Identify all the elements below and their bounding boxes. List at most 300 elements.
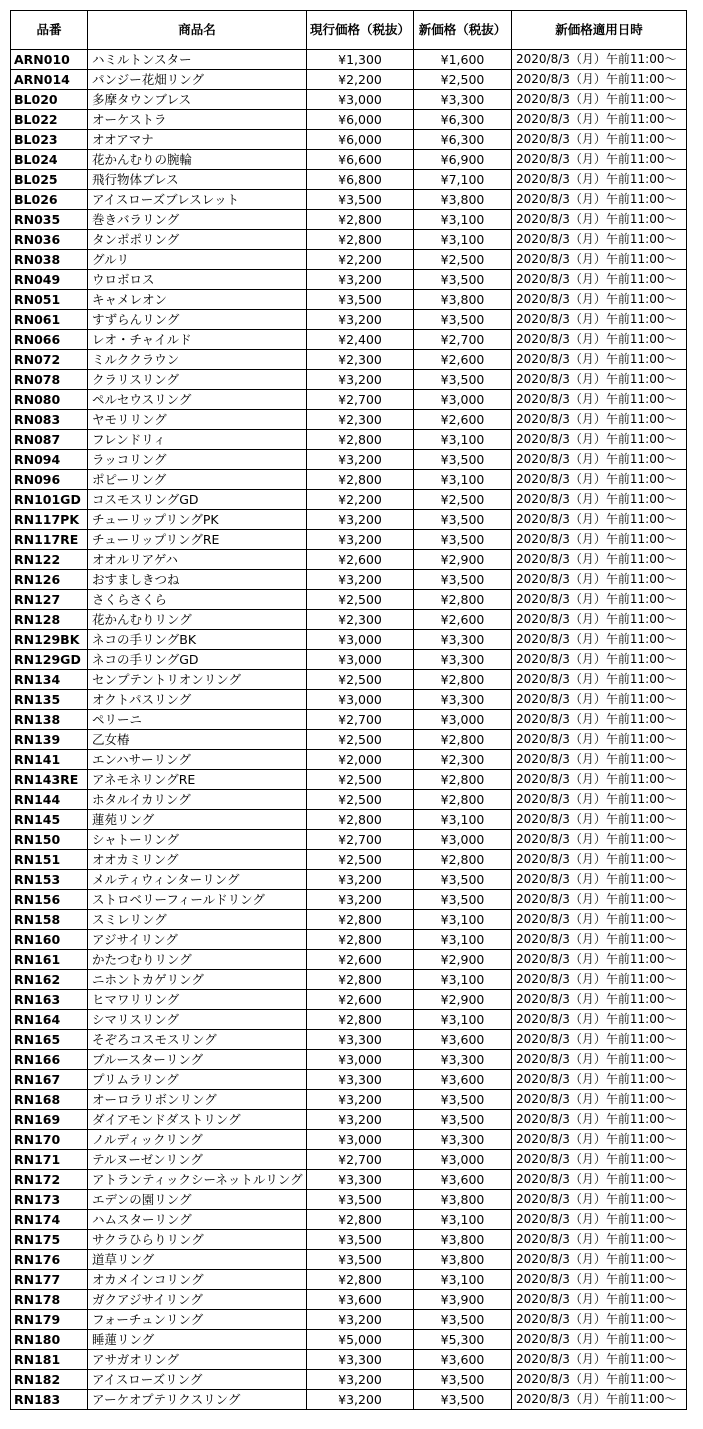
new-price-cell: ¥2,500	[414, 250, 512, 270]
product-code-cell: BL023	[11, 130, 88, 150]
product-code-cell: RN164	[11, 1010, 88, 1030]
product-name-cell: 乙女椿	[88, 730, 307, 750]
current-price-cell: ¥3,200	[307, 570, 414, 590]
product-code-cell: ARN010	[11, 50, 88, 70]
product-code-cell: RN049	[11, 270, 88, 290]
new-price-cell: ¥2,300	[414, 750, 512, 770]
product-name-cell: ラッコリング	[88, 450, 307, 470]
product-name-cell: アイスローズリング	[88, 1370, 307, 1390]
effective-date-cell: 2020/8/3（月）午前11:00～	[512, 810, 687, 830]
new-price-cell: ¥6,300	[414, 110, 512, 130]
current-price-cell: ¥3,200	[307, 270, 414, 290]
current-price-cell: ¥2,500	[307, 850, 414, 870]
table-row	[11, 490, 687, 510]
new-price-cell: ¥3,500	[414, 1090, 512, 1110]
effective-date-cell: 2020/8/3（月）午前11:00～	[512, 1370, 687, 1390]
table-row	[11, 390, 687, 410]
table-row	[11, 570, 687, 590]
current-price-cell: ¥2,200	[307, 70, 414, 90]
product-code-cell: RN145	[11, 810, 88, 830]
product-code-cell: RN144	[11, 790, 88, 810]
current-price-cell: ¥2,000	[307, 750, 414, 770]
current-price-cell: ¥3,200	[307, 1390, 414, 1410]
current-price-cell: ¥3,000	[307, 650, 414, 670]
product-code-cell: RN177	[11, 1270, 88, 1290]
current-price-cell: ¥6,000	[307, 110, 414, 130]
effective-date-cell: 2020/8/3（月）午前11:00～	[512, 1130, 687, 1150]
product-name-cell: タンポポリング	[88, 230, 307, 250]
current-price-cell: ¥2,800	[307, 1270, 414, 1290]
product-name-cell: クラリスリング	[88, 370, 307, 390]
new-price-cell: ¥2,800	[414, 670, 512, 690]
current-price-cell: ¥2,700	[307, 830, 414, 850]
effective-date-cell: 2020/8/3（月）午前11:00～	[512, 1010, 687, 1030]
header-new-price: 新価格（税抜）	[414, 11, 512, 50]
effective-date-cell: 2020/8/3（月）午前11:00～	[512, 990, 687, 1010]
current-price-cell: ¥3,000	[307, 90, 414, 110]
effective-date-cell: 2020/8/3（月）午前11:00～	[512, 130, 687, 150]
product-code-cell: RN173	[11, 1190, 88, 1210]
table-row	[11, 1330, 687, 1350]
product-code-cell: RN078	[11, 370, 88, 390]
product-name-cell: アーケオプテリクスリング	[88, 1390, 307, 1410]
new-price-cell: ¥3,300	[414, 630, 512, 650]
current-price-cell: ¥2,800	[307, 930, 414, 950]
table-row	[11, 530, 687, 550]
product-code-cell: RN087	[11, 430, 88, 450]
effective-date-cell: 2020/8/3（月）午前11:00～	[512, 1050, 687, 1070]
current-price-cell: ¥3,000	[307, 690, 414, 710]
table-row	[11, 70, 687, 90]
table-row	[11, 930, 687, 950]
current-price-cell: ¥2,700	[307, 710, 414, 730]
table-row	[11, 670, 687, 690]
current-price-cell: ¥3,500	[307, 1250, 414, 1270]
table-row	[11, 290, 687, 310]
effective-date-cell: 2020/8/3（月）午前11:00～	[512, 1070, 687, 1090]
current-price-cell: ¥2,500	[307, 590, 414, 610]
header-current-price: 現行価格（税抜）	[307, 11, 414, 50]
table-row	[11, 590, 687, 610]
current-price-cell: ¥3,200	[307, 370, 414, 390]
product-code-cell: RN035	[11, 210, 88, 230]
effective-date-cell: 2020/8/3（月）午前11:00～	[512, 650, 687, 670]
product-name-cell: 巻きバラリング	[88, 210, 307, 230]
header-product-name: 商品名	[88, 11, 307, 50]
new-price-cell: ¥3,000	[414, 830, 512, 850]
product-code-cell: RN134	[11, 670, 88, 690]
new-price-cell: ¥5,300	[414, 1330, 512, 1350]
product-name-cell: ネコの手リングGD	[88, 650, 307, 670]
current-price-cell: ¥2,400	[307, 330, 414, 350]
effective-date-cell: 2020/8/3（月）午前11:00～	[512, 210, 687, 230]
effective-date-cell: 2020/8/3（月）午前11:00～	[512, 450, 687, 470]
table-row	[11, 90, 687, 110]
product-name-cell: レオ・チャイルド	[88, 330, 307, 350]
table-row	[11, 1030, 687, 1050]
product-name-cell: 花かんむりリング	[88, 610, 307, 630]
product-code-cell: RN128	[11, 610, 88, 630]
product-code-cell: RN167	[11, 1070, 88, 1090]
product-code-cell: RN117RE	[11, 530, 88, 550]
product-name-cell: ウロボロス	[88, 270, 307, 290]
current-price-cell: ¥2,800	[307, 970, 414, 990]
current-price-cell: ¥6,800	[307, 170, 414, 190]
product-code-cell: BL024	[11, 150, 88, 170]
table-row	[11, 50, 687, 70]
table-row	[11, 1250, 687, 1270]
effective-date-cell: 2020/8/3（月）午前11:00～	[512, 1230, 687, 1250]
product-name-cell: ニホントカゲリング	[88, 970, 307, 990]
table-row	[11, 370, 687, 390]
table-row	[11, 710, 687, 730]
effective-date-cell: 2020/8/3（月）午前11:00～	[512, 1150, 687, 1170]
product-code-cell: RN161	[11, 950, 88, 970]
current-price-cell: ¥3,000	[307, 1050, 414, 1070]
product-name-cell: ポピーリング	[88, 470, 307, 490]
effective-date-cell: 2020/8/3（月）午前11:00～	[512, 1270, 687, 1290]
product-code-cell: RN162	[11, 970, 88, 990]
product-name-cell: キャメレオン	[88, 290, 307, 310]
new-price-cell: ¥3,300	[414, 650, 512, 670]
product-code-cell: RN169	[11, 1110, 88, 1130]
product-name-cell: 花かんむりの腕輪	[88, 150, 307, 170]
table-header-row	[11, 11, 687, 50]
new-price-cell: ¥3,500	[414, 270, 512, 290]
table-row	[11, 690, 687, 710]
product-code-cell: RN183	[11, 1390, 88, 1410]
product-code-cell: RN066	[11, 330, 88, 350]
new-price-cell: ¥2,800	[414, 790, 512, 810]
product-code-cell: RN158	[11, 910, 88, 930]
effective-date-cell: 2020/8/3（月）午前11:00～	[512, 1350, 687, 1370]
new-price-cell: ¥3,100	[414, 930, 512, 950]
product-code-cell: RN138	[11, 710, 88, 730]
table-row	[11, 110, 687, 130]
new-price-cell: ¥3,000	[414, 710, 512, 730]
effective-date-cell: 2020/8/3（月）午前11:00～	[512, 950, 687, 970]
product-name-cell: ミルククラウン	[88, 350, 307, 370]
effective-date-cell: 2020/8/3（月）午前11:00～	[512, 890, 687, 910]
effective-date-cell: 2020/8/3（月）午前11:00～	[512, 170, 687, 190]
new-price-cell: ¥3,600	[414, 1030, 512, 1050]
table-row	[11, 1130, 687, 1150]
product-code-cell: RN180	[11, 1330, 88, 1350]
new-price-cell: ¥3,000	[414, 1150, 512, 1170]
product-name-cell: パンジー花畑リング	[88, 70, 307, 90]
product-code-cell: RN139	[11, 730, 88, 750]
effective-date-cell: 2020/8/3（月）午前11:00～	[512, 510, 687, 530]
product-code-cell: RN153	[11, 870, 88, 890]
effective-date-cell: 2020/8/3（月）午前11:00～	[512, 770, 687, 790]
effective-date-cell: 2020/8/3（月）午前11:00～	[512, 690, 687, 710]
product-name-cell: アイスローズブレスレット	[88, 190, 307, 210]
price-revision-table	[10, 10, 687, 1410]
product-name-cell: オオカミリング	[88, 850, 307, 870]
current-price-cell: ¥3,200	[307, 1310, 414, 1330]
current-price-cell: ¥3,200	[307, 1370, 414, 1390]
product-code-cell: ARN014	[11, 70, 88, 90]
effective-date-cell: 2020/8/3（月）午前11:00～	[512, 470, 687, 490]
effective-date-cell: 2020/8/3（月）午前11:00～	[512, 1330, 687, 1350]
product-name-cell: オオアマナ	[88, 130, 307, 150]
new-price-cell: ¥3,500	[414, 890, 512, 910]
new-price-cell: ¥3,500	[414, 1310, 512, 1330]
new-price-cell: ¥3,300	[414, 1130, 512, 1150]
effective-date-cell: 2020/8/3（月）午前11:00～	[512, 910, 687, 930]
effective-date-cell: 2020/8/3（月）午前11:00～	[512, 970, 687, 990]
table-row	[11, 830, 687, 850]
product-code-cell: RN129BK	[11, 630, 88, 650]
new-price-cell: ¥3,800	[414, 1190, 512, 1210]
product-name-cell: そぞろコスモスリング	[88, 1030, 307, 1050]
product-code-cell: RN179	[11, 1310, 88, 1330]
new-price-cell: ¥3,300	[414, 90, 512, 110]
product-code-cell: RN143RE	[11, 770, 88, 790]
current-price-cell: ¥2,300	[307, 610, 414, 630]
current-price-cell: ¥3,500	[307, 1230, 414, 1250]
product-code-cell: RN170	[11, 1130, 88, 1150]
product-name-cell: ブルースターリング	[88, 1050, 307, 1070]
table-row	[11, 1230, 687, 1250]
table-row	[11, 630, 687, 650]
table-row	[11, 470, 687, 490]
header-effective-date: 新価格適用日時	[512, 11, 687, 50]
new-price-cell: ¥3,500	[414, 1390, 512, 1410]
current-price-cell: ¥5,000	[307, 1330, 414, 1350]
current-price-cell: ¥1,300	[307, 50, 414, 70]
product-name-cell: おすましきつね	[88, 570, 307, 590]
product-name-cell: プリムラリング	[88, 1070, 307, 1090]
current-price-cell: ¥3,500	[307, 190, 414, 210]
current-price-cell: ¥3,200	[307, 1110, 414, 1130]
new-price-cell: ¥3,600	[414, 1170, 512, 1190]
current-price-cell: ¥6,000	[307, 130, 414, 150]
table-row	[11, 1310, 687, 1330]
new-price-cell: ¥3,500	[414, 870, 512, 890]
table-row	[11, 1370, 687, 1390]
current-price-cell: ¥3,300	[307, 1350, 414, 1370]
effective-date-cell: 2020/8/3（月）午前11:00～	[512, 1210, 687, 1230]
effective-date-cell: 2020/8/3（月）午前11:00～	[512, 1250, 687, 1270]
product-code-cell: RN178	[11, 1290, 88, 1310]
table-row	[11, 410, 687, 430]
new-price-cell: ¥3,300	[414, 690, 512, 710]
current-price-cell: ¥3,200	[307, 450, 414, 470]
table-row	[11, 910, 687, 930]
current-price-cell: ¥3,200	[307, 1090, 414, 1110]
effective-date-cell: 2020/8/3（月）午前11:00～	[512, 430, 687, 450]
effective-date-cell: 2020/8/3（月）午前11:00～	[512, 730, 687, 750]
table-body	[11, 50, 687, 1410]
effective-date-cell: 2020/8/3（月）午前11:00～	[512, 1290, 687, 1310]
product-name-cell: サクラひらりリング	[88, 1230, 307, 1250]
effective-date-cell: 2020/8/3（月）午前11:00～	[512, 370, 687, 390]
current-price-cell: ¥3,500	[307, 290, 414, 310]
price-table-container	[10, 10, 687, 1410]
current-price-cell: ¥6,600	[307, 150, 414, 170]
new-price-cell: ¥3,600	[414, 1070, 512, 1090]
product-name-cell: アトランティックシーネットルリング	[88, 1170, 307, 1190]
current-price-cell: ¥2,200	[307, 490, 414, 510]
product-code-cell: RN072	[11, 350, 88, 370]
new-price-cell: ¥2,900	[414, 550, 512, 570]
new-price-cell: ¥3,800	[414, 190, 512, 210]
new-price-cell: ¥2,500	[414, 490, 512, 510]
effective-date-cell: 2020/8/3（月）午前11:00～	[512, 250, 687, 270]
product-name-cell: テルヌーゼンリング	[88, 1150, 307, 1170]
product-code-cell: RN135	[11, 690, 88, 710]
product-name-cell: ハミルトンスター	[88, 50, 307, 70]
effective-date-cell: 2020/8/3（月）午前11:00～	[512, 230, 687, 250]
table-row	[11, 870, 687, 890]
new-price-cell: ¥3,000	[414, 390, 512, 410]
current-price-cell: ¥2,800	[307, 910, 414, 930]
new-price-cell: ¥2,600	[414, 350, 512, 370]
table-row	[11, 1190, 687, 1210]
current-price-cell: ¥2,600	[307, 950, 414, 970]
new-price-cell: ¥2,800	[414, 850, 512, 870]
product-name-cell: センプテントリオンリング	[88, 670, 307, 690]
new-price-cell: ¥3,100	[414, 210, 512, 230]
product-code-cell: BL022	[11, 110, 88, 130]
table-row	[11, 650, 687, 670]
new-price-cell: ¥3,800	[414, 1230, 512, 1250]
new-price-cell: ¥2,900	[414, 990, 512, 1010]
table-row	[11, 770, 687, 790]
new-price-cell: ¥3,300	[414, 1050, 512, 1070]
product-code-cell: RN129GD	[11, 650, 88, 670]
effective-date-cell: 2020/8/3（月）午前11:00～	[512, 530, 687, 550]
table-row	[11, 1150, 687, 1170]
current-price-cell: ¥2,600	[307, 990, 414, 1010]
effective-date-cell: 2020/8/3（月）午前11:00～	[512, 50, 687, 70]
table-row	[11, 1050, 687, 1070]
product-name-cell: エンハサーリング	[88, 750, 307, 770]
effective-date-cell: 2020/8/3（月）午前11:00～	[512, 1030, 687, 1050]
current-price-cell: ¥3,300	[307, 1070, 414, 1090]
product-code-cell: RN051	[11, 290, 88, 310]
effective-date-cell: 2020/8/3（月）午前11:00～	[512, 90, 687, 110]
product-code-cell: RN172	[11, 1170, 88, 1190]
effective-date-cell: 2020/8/3（月）午前11:00～	[512, 270, 687, 290]
current-price-cell: ¥3,300	[307, 1170, 414, 1190]
new-price-cell: ¥3,800	[414, 290, 512, 310]
product-code-cell: RN166	[11, 1050, 88, 1070]
effective-date-cell: 2020/8/3（月）午前11:00～	[512, 590, 687, 610]
table-row	[11, 1170, 687, 1190]
new-price-cell: ¥3,500	[414, 570, 512, 590]
current-price-cell: ¥2,800	[307, 810, 414, 830]
product-name-cell: アジサイリング	[88, 930, 307, 950]
table-row	[11, 130, 687, 150]
product-code-cell: RN122	[11, 550, 88, 570]
product-name-cell: コスモスリングGD	[88, 490, 307, 510]
table-row	[11, 430, 687, 450]
table-row	[11, 1010, 687, 1030]
current-price-cell: ¥3,600	[307, 1290, 414, 1310]
current-price-cell: ¥2,500	[307, 790, 414, 810]
product-code-cell: RN101GD	[11, 490, 88, 510]
product-name-cell: かたつむりリング	[88, 950, 307, 970]
effective-date-cell: 2020/8/3（月）午前11:00～	[512, 830, 687, 850]
table-row	[11, 610, 687, 630]
product-name-cell: ネコの手リングBK	[88, 630, 307, 650]
table-row	[11, 990, 687, 1010]
table-row	[11, 730, 687, 750]
effective-date-cell: 2020/8/3（月）午前11:00～	[512, 330, 687, 350]
table-row	[11, 330, 687, 350]
table-row	[11, 350, 687, 370]
effective-date-cell: 2020/8/3（月）午前11:00～	[512, 70, 687, 90]
effective-date-cell: 2020/8/3（月）午前11:00～	[512, 850, 687, 870]
product-code-cell: RN083	[11, 410, 88, 430]
effective-date-cell: 2020/8/3（月）午前11:00～	[512, 870, 687, 890]
new-price-cell: ¥3,500	[414, 1370, 512, 1390]
table-row	[11, 450, 687, 470]
current-price-cell: ¥3,200	[307, 530, 414, 550]
product-name-cell: ペリーニ	[88, 710, 307, 730]
product-name-cell: オーケストラ	[88, 110, 307, 130]
new-price-cell: ¥3,500	[414, 530, 512, 550]
current-price-cell: ¥2,500	[307, 770, 414, 790]
product-name-cell: ハムスターリング	[88, 1210, 307, 1230]
table-row	[11, 970, 687, 990]
new-price-cell: ¥3,100	[414, 430, 512, 450]
effective-date-cell: 2020/8/3（月）午前11:00～	[512, 670, 687, 690]
product-name-cell: ヤモリリング	[88, 410, 307, 430]
product-name-cell: アサガオリング	[88, 1350, 307, 1370]
product-code-cell: RN127	[11, 590, 88, 610]
product-name-cell: シマリスリング	[88, 1010, 307, 1030]
table-row	[11, 1390, 687, 1410]
product-code-cell: RN175	[11, 1230, 88, 1250]
new-price-cell: ¥3,100	[414, 230, 512, 250]
product-code-cell: RN168	[11, 1090, 88, 1110]
current-price-cell: ¥2,800	[307, 470, 414, 490]
table-row	[11, 210, 687, 230]
product-name-cell: ダイアモンドダストリング	[88, 1110, 307, 1130]
new-price-cell: ¥1,600	[414, 50, 512, 70]
effective-date-cell: 2020/8/3（月）午前11:00～	[512, 630, 687, 650]
new-price-cell: ¥2,700	[414, 330, 512, 350]
product-name-cell: シャトーリング	[88, 830, 307, 850]
table-row	[11, 1270, 687, 1290]
current-price-cell: ¥2,500	[307, 670, 414, 690]
product-code-cell: RN126	[11, 570, 88, 590]
current-price-cell: ¥2,600	[307, 550, 414, 570]
table-row	[11, 890, 687, 910]
product-name-cell: チューリップリングRE	[88, 530, 307, 550]
table-row	[11, 790, 687, 810]
effective-date-cell: 2020/8/3（月）午前11:00～	[512, 1110, 687, 1130]
product-name-cell: ペルセウスリング	[88, 390, 307, 410]
effective-date-cell: 2020/8/3（月）午前11:00～	[512, 410, 687, 430]
current-price-cell: ¥2,800	[307, 430, 414, 450]
product-name-cell: チューリップリングPK	[88, 510, 307, 530]
new-price-cell: ¥3,100	[414, 810, 512, 830]
new-price-cell: ¥3,100	[414, 1010, 512, 1030]
product-name-cell: アネモネリングRE	[88, 770, 307, 790]
product-code-cell: RN165	[11, 1030, 88, 1050]
new-price-cell: ¥3,100	[414, 910, 512, 930]
current-price-cell: ¥3,200	[307, 310, 414, 330]
effective-date-cell: 2020/8/3（月）午前11:00～	[512, 1170, 687, 1190]
effective-date-cell: 2020/8/3（月）午前11:00～	[512, 350, 687, 370]
effective-date-cell: 2020/8/3（月）午前11:00～	[512, 1090, 687, 1110]
product-code-cell: RN151	[11, 850, 88, 870]
new-price-cell: ¥3,100	[414, 1270, 512, 1290]
